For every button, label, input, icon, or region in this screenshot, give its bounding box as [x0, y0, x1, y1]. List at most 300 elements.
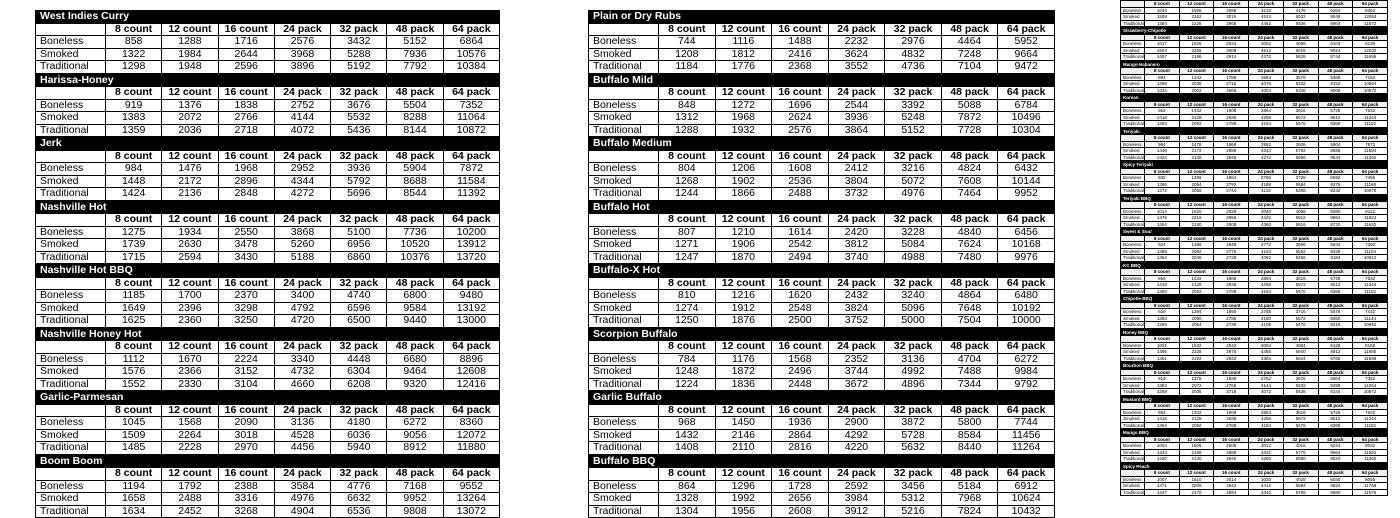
column-header: 48 pack: [387, 23, 443, 36]
column-header: 32 pack: [331, 87, 387, 100]
flavor-price-table: [35, 264, 500, 328]
price-cell: 7872: [443, 163, 499, 176]
price-cell: 1872: [715, 366, 772, 379]
price-cell: 1700: [162, 290, 218, 303]
price-cell: 1471: [1145, 483, 1180, 490]
column-header: 32 pack: [331, 341, 387, 354]
table-title: Jerk: [36, 138, 500, 151]
price-cell: 8520: [1318, 456, 1353, 463]
column-header: 12 count: [715, 404, 772, 417]
row-label: Boneless: [1121, 242, 1145, 249]
price-cell: 7456: [1353, 175, 1388, 182]
price-cell: 7168: [387, 480, 443, 493]
price-cell: 8912: [387, 442, 443, 455]
column-header: 16 count: [1214, 235, 1249, 242]
flavor-price-table: [588, 137, 1055, 201]
price-cell: 9664: [998, 48, 1055, 61]
header-empty-cell: [589, 404, 659, 417]
column-header: 32 pack: [885, 277, 942, 290]
price-cell: 3016: [1214, 14, 1249, 21]
table-title: Plain or Dry Rubs: [589, 11, 1055, 24]
price-cell: 1383: [1145, 382, 1180, 389]
price-cell: 4976: [274, 493, 330, 506]
price-cell: 6536: [331, 505, 387, 518]
table-title: Nashville Honey Hot: [36, 328, 500, 341]
column-header: 16 count: [772, 468, 829, 481]
price-cell: 3152: [218, 366, 274, 379]
price-cell: 4256: [1249, 114, 1284, 121]
column-header: 8 count: [1145, 269, 1180, 276]
price-cell: 2864: [1249, 275, 1284, 282]
price-cell: 1007: [1145, 476, 1180, 483]
price-cell: 4704: [941, 353, 998, 366]
row-label: Traditional: [589, 442, 659, 455]
price-cell: 10000: [998, 315, 1055, 328]
row-label: Boneless: [1121, 141, 1145, 148]
price-cell: 5456: [1283, 255, 1318, 262]
price-cell: 3478: [218, 239, 274, 252]
row-label: Smoked: [1121, 248, 1145, 255]
price-cell: 11152: [1353, 288, 1388, 295]
price-cell: 4016: [1283, 443, 1318, 450]
price-cell: 1418: [1145, 114, 1180, 121]
price-cell: 1739: [106, 239, 162, 252]
price-cell: 4792: [274, 302, 330, 315]
table-title: Nashville Hot BBQ: [36, 265, 500, 278]
column-header: 48 pack: [941, 150, 998, 163]
price-cell: 11824: [1353, 215, 1388, 222]
price-cell: 9440: [387, 315, 443, 328]
price-cell: 4076: [1249, 81, 1284, 88]
column-header: 8 count: [1145, 470, 1180, 477]
price-cell: 5728: [1318, 409, 1353, 416]
price-cell: 5672: [1283, 282, 1318, 289]
price-cell: 9952: [387, 493, 443, 506]
price-cell: 6104: [1318, 41, 1353, 48]
column-header: 32 pack: [1283, 369, 1318, 376]
price-cell: 3432: [331, 36, 387, 49]
price-cell: 1394: [1145, 121, 1180, 128]
price-cell: 4068: [1283, 41, 1318, 48]
price-cell: 4776: [331, 480, 387, 493]
price-cell: 7624: [941, 239, 998, 252]
table-row: [1121, 422, 1388, 429]
price-cell: 11104: [1353, 248, 1388, 255]
price-cell: 2216: [1179, 215, 1214, 222]
price-cell: 6432: [998, 163, 1055, 176]
price-cell: 6860: [331, 251, 387, 264]
price-cell: 8864: [1318, 215, 1353, 222]
price-cell: 5192: [331, 61, 387, 74]
header-empty-cell: [36, 150, 106, 163]
table-title: KC BBQ: [1121, 262, 1388, 269]
price-cell: 4084: [1283, 342, 1318, 349]
price-cell: 7432: [1353, 309, 1388, 316]
flavor-price-table: [588, 74, 1055, 138]
price-cell: 7504: [941, 315, 998, 328]
row-label: Smoked: [36, 48, 106, 61]
row-label: Smoked: [1121, 315, 1145, 322]
price-cell: 919: [106, 99, 162, 112]
column-header: 64 pack: [443, 23, 499, 36]
price-cell: 1045: [106, 417, 162, 430]
price-cell: 5672: [1283, 114, 1318, 121]
table-title-row: [36, 138, 500, 151]
column-header: 8 count: [106, 277, 162, 290]
price-cell: 929: [1145, 309, 1180, 316]
price-cell: 10192: [998, 302, 1055, 315]
price-cell: 1670: [162, 353, 218, 366]
price-cell: 1908: [1214, 108, 1249, 115]
table-title: Garlic-Parmesan: [36, 392, 500, 405]
price-cell: 2968: [1214, 20, 1249, 27]
table-row: [589, 442, 1055, 455]
price-cell: 2914: [1214, 54, 1249, 61]
column-header: 16 count: [218, 150, 274, 163]
row-label: Boneless: [1121, 175, 1145, 182]
price-cell: 1812: [715, 48, 772, 61]
column-header: 32 pack: [1283, 34, 1318, 41]
column-header: 32 pack: [331, 23, 387, 36]
column-header: 64 pack: [1353, 202, 1388, 209]
price-cell: 2788: [1214, 288, 1249, 295]
price-cell: 4108: [1249, 322, 1284, 329]
price-cell: 2036: [1179, 389, 1214, 396]
price-cell: 4736: [885, 61, 942, 74]
table-title: Garlic Buffalo: [589, 392, 1055, 405]
price-cell: 5844: [1283, 355, 1318, 362]
column-header: 16 count: [218, 468, 274, 481]
price-cell: 7648: [941, 302, 998, 315]
row-label: Boneless: [1121, 376, 1145, 383]
price-cell: 11632: [1353, 221, 1388, 228]
price-cell: 3912: [828, 505, 885, 518]
price-cell: 6024: [1318, 443, 1353, 450]
price-cell: 1788: [1214, 74, 1249, 81]
table-row: [1121, 456, 1388, 463]
price-cell: 2536: [772, 175, 829, 188]
column-header: 24 pack: [1249, 34, 1284, 41]
price-cell: 2038: [1179, 81, 1214, 88]
price-cell: 11392: [443, 188, 499, 201]
price-cell: 8544: [387, 188, 443, 201]
price-cell: 2550: [218, 226, 274, 239]
table-row: [1121, 121, 1388, 128]
price-cell: 5072: [885, 175, 942, 188]
price-cell: 3268: [218, 505, 274, 518]
price-cell: 8144: [387, 124, 443, 137]
price-cell: 1608: [772, 163, 829, 176]
table-title: Honey BBQ: [1121, 329, 1388, 336]
row-label: Boneless: [1121, 7, 1145, 14]
price-cell: 6128: [1318, 342, 1353, 349]
table-row: [589, 36, 1055, 49]
column-header: 12 count: [162, 87, 218, 100]
column-header: 8 count: [1145, 302, 1180, 309]
row-label: Traditional: [36, 442, 106, 455]
price-cell: 3968: [274, 48, 330, 61]
price-cell: 11064: [1353, 382, 1388, 389]
table-header-row: [36, 468, 500, 481]
price-cell: 6304: [331, 366, 387, 379]
column-header: 32 pack: [1283, 336, 1318, 343]
price-cell: 1454: [1145, 221, 1180, 228]
price-cell: 2864: [772, 429, 829, 442]
price-cell: 2908: [1214, 221, 1249, 228]
price-cell: 3676: [331, 99, 387, 112]
price-cell: 5368: [1318, 74, 1353, 81]
price-cell: 4660: [274, 378, 330, 391]
price-cell: 4164: [1249, 248, 1284, 255]
price-cell: 3392: [885, 99, 942, 112]
column-header: 16 count: [218, 277, 274, 290]
table-row: [1121, 188, 1388, 195]
column-header: 8 count: [1145, 1, 1180, 8]
price-cell: 968: [659, 417, 716, 430]
column-header: 48 pack: [1318, 68, 1353, 75]
table-header-row: [589, 341, 1055, 354]
price-cell: 4456: [274, 442, 330, 455]
price-cell: 10496: [998, 112, 1055, 125]
price-cell: 2226: [1179, 20, 1214, 27]
table-title: Mango BBQ: [1121, 430, 1388, 437]
column-header: 8 count: [106, 150, 162, 163]
price-cell: 2656: [772, 493, 829, 506]
price-cell: 2388: [218, 480, 274, 493]
column-header: 48 pack: [1318, 403, 1353, 410]
price-cell: 5184: [941, 480, 998, 493]
price-cell: 3804: [828, 175, 885, 188]
price-cell: 2716: [1214, 81, 1249, 88]
table-row: [589, 226, 1055, 239]
price-cell: 3584: [274, 480, 330, 493]
price-cell: 2728: [1214, 255, 1249, 262]
price-cell: 9472: [998, 61, 1055, 74]
price-cell: 8032: [1353, 443, 1388, 450]
row-label: Boneless: [589, 353, 659, 366]
column-header: 16 count: [772, 23, 829, 36]
table-row: [589, 378, 1055, 391]
price-cell: 7632: [1353, 275, 1388, 282]
price-cell: 10144: [998, 175, 1055, 188]
price-cell: 5576: [1283, 288, 1318, 295]
price-cell: 10520: [387, 239, 443, 252]
price-cell: 6032: [1283, 14, 1318, 21]
flavor-price-table: [35, 137, 500, 201]
price-cell: 5088: [941, 99, 998, 112]
column-header: 8 count: [1145, 202, 1180, 209]
row-label: Traditional: [589, 315, 659, 328]
price-cell: 8216: [1318, 322, 1353, 329]
row-label: Smoked: [1121, 449, 1145, 456]
price-cell: 4072: [1249, 389, 1284, 396]
table-row: [589, 239, 1055, 252]
price-cell: 3240: [885, 290, 942, 303]
price-cell: 2090: [1179, 315, 1214, 322]
price-cell: 3816: [1283, 409, 1318, 416]
row-label: Smoked: [1121, 483, 1145, 490]
price-cell: 11576: [1353, 489, 1388, 496]
price-cell: 1566: [1179, 7, 1214, 14]
price-cell: 2864: [1249, 409, 1284, 416]
price-cell: 1509: [106, 429, 162, 442]
row-label: Traditional: [1121, 20, 1145, 27]
price-cell: 5776: [1283, 449, 1318, 456]
price-cell: 2752: [274, 99, 330, 112]
price-cell: 1359: [106, 124, 162, 137]
price-cell: 5828: [1283, 54, 1318, 61]
price-cell: 10872: [1353, 389, 1388, 396]
price-cell: 8688: [387, 175, 443, 188]
price-cell: 1272: [715, 99, 772, 112]
row-label: Smoked: [36, 366, 106, 379]
column-header: 48 pack: [1318, 101, 1353, 108]
column-header: 64 pack: [1353, 403, 1388, 410]
price-cell: 5288: [331, 48, 387, 61]
price-cell: 1394: [1145, 288, 1180, 295]
price-cell: 2172: [162, 175, 218, 188]
column-header: 12 count: [1179, 235, 1214, 242]
price-cell: 1838: [218, 99, 274, 112]
price-cell: 1398: [1179, 175, 1214, 182]
table-row: [589, 302, 1055, 315]
price-cell: 1450: [715, 417, 772, 430]
table-row: [589, 353, 1055, 366]
price-cell: 2922: [1214, 355, 1249, 362]
price-cell: 8360: [1318, 315, 1353, 322]
column-header: 12 count: [162, 468, 218, 481]
row-label: Traditional: [1121, 456, 1145, 463]
column-header: 48 pack: [1318, 269, 1353, 276]
column-header: 64 pack: [443, 468, 499, 481]
column-header: 8 count: [1145, 403, 1180, 410]
column-header: 12 count: [1179, 403, 1214, 410]
column-header: 8 count: [1145, 235, 1180, 242]
flavor-price-table: [1120, 396, 1388, 430]
price-cell: 4864: [941, 290, 998, 303]
column-header: 24 pack: [1249, 135, 1284, 142]
table-row: [36, 163, 500, 176]
price-cell: 2360: [162, 315, 218, 328]
row-label: Boneless: [1121, 74, 1145, 81]
price-cell: 1296: [715, 480, 772, 493]
price-cell: 4344: [274, 175, 330, 188]
price-cell: 4732: [274, 366, 330, 379]
row-label: Smoked: [36, 239, 106, 252]
column-header: 24 pack: [828, 150, 885, 163]
price-cell: 8688: [1318, 148, 1353, 155]
flavor-price-table: [588, 391, 1055, 455]
table-header-row: [589, 214, 1055, 227]
price-cell: 1288: [162, 36, 218, 49]
price-cell: 11344: [1353, 282, 1388, 289]
table-row: [36, 226, 500, 239]
price-cell: 7352: [1353, 376, 1388, 383]
price-cell: 5584: [1283, 181, 1318, 188]
column-header: 16 count: [772, 277, 829, 290]
row-label: Traditional: [1121, 422, 1145, 429]
price-cell: 8896: [443, 353, 499, 366]
column-header: 12 count: [162, 404, 218, 417]
column-header: 32 pack: [1283, 1, 1318, 8]
price-cell: 5696: [1283, 154, 1318, 161]
price-cell: 5312: [885, 493, 942, 506]
flavor-price-table: [1120, 61, 1388, 95]
price-cell: 2976: [885, 36, 942, 49]
price-cell: 1715: [106, 251, 162, 264]
price-cell: 1948: [162, 61, 218, 74]
price-cell: 6456: [998, 226, 1055, 239]
column-header: 32 pack: [1283, 168, 1318, 175]
price-cell: 3008: [1214, 47, 1249, 54]
table-title-row: [36, 11, 500, 24]
price-cell: 1116: [715, 36, 772, 49]
column-header: 32 pack: [1283, 302, 1318, 309]
flavor-price-table: [1120, 27, 1388, 61]
column-header: 32 pack: [1283, 202, 1318, 209]
row-label: Traditional: [1121, 121, 1145, 128]
table-row: [36, 315, 500, 328]
table-header-row: [36, 341, 500, 354]
price-cell: 4332: [1249, 449, 1284, 456]
price-cell: 3744: [828, 366, 885, 379]
price-cell: 1021: [1145, 342, 1180, 349]
column-header: 24 pack: [828, 23, 885, 36]
price-cell: 2894: [1214, 489, 1249, 496]
price-cell: 3104: [218, 378, 274, 391]
column-header: 24 pack: [274, 87, 330, 100]
table-row: [1121, 355, 1388, 362]
row-label: Smoked: [1121, 14, 1145, 21]
price-cell: 2046: [1179, 255, 1214, 262]
price-cell: 4056: [1283, 208, 1318, 215]
price-cell: 1485: [106, 442, 162, 455]
price-cell: 2192: [1179, 355, 1214, 362]
row-label: Smoked: [1121, 282, 1145, 289]
table-title-row: [36, 201, 500, 214]
price-cell: 12064: [1353, 14, 1388, 21]
flavor-price-table: [588, 328, 1055, 392]
price-cell: 858: [106, 36, 162, 49]
table-header-row: [589, 87, 1055, 100]
price-cell: 2848: [218, 188, 274, 201]
price-cell: 2166: [1179, 449, 1214, 456]
price-cell: 2836: [1214, 282, 1249, 289]
flavor-price-table: [35, 328, 500, 392]
flavor-price-table: [35, 391, 500, 455]
column-header: 16 count: [218, 87, 274, 100]
price-cell: 7632: [1353, 108, 1388, 115]
price-cell: 4272: [1249, 154, 1284, 161]
table-row: [589, 163, 1055, 176]
column-header: 24 pack: [1249, 302, 1284, 309]
price-cell: 1250: [659, 315, 716, 328]
price-cell: 744: [659, 36, 716, 49]
table-title-row: [589, 392, 1055, 405]
column-header: 64 pack: [443, 150, 499, 163]
table-header-row: [36, 87, 500, 100]
table-row: [36, 417, 500, 430]
price-cell: 1396: [1145, 181, 1180, 188]
flavor-price-table: [35, 455, 500, 518]
table-row: [589, 315, 1055, 328]
price-cell: 8544: [1318, 154, 1353, 161]
price-cell: 3040: [1249, 208, 1284, 215]
row-label: Boneless: [36, 226, 106, 239]
price-cell: 1484: [1145, 20, 1180, 27]
price-cell: 932: [1145, 175, 1180, 182]
price-cell: 2542: [772, 239, 829, 252]
